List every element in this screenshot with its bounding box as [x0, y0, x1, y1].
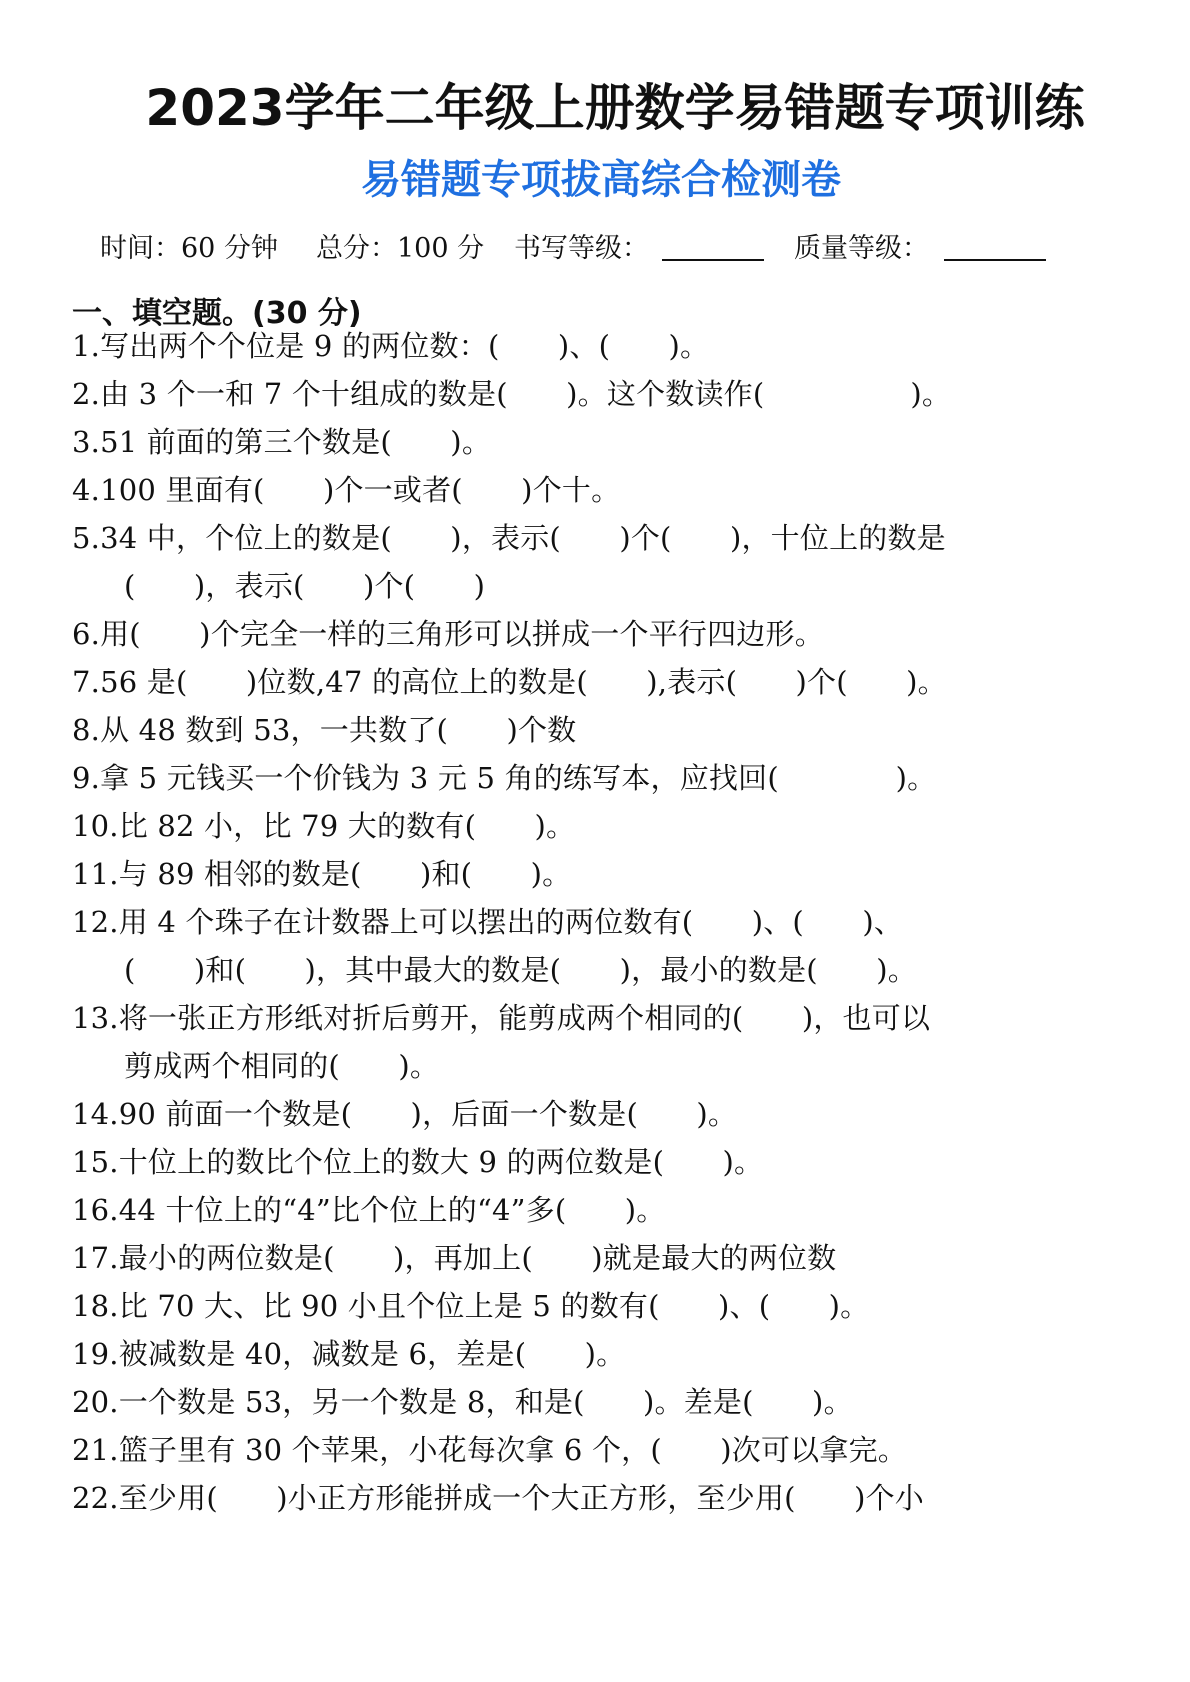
writing-grade-label: 书写等级：: [514, 233, 649, 264]
question-10[interactable]: 10.比 82 小，比 79 大的数有( )。: [72, 809, 576, 843]
quality-grade-label: 质量等级：: [794, 233, 929, 264]
question-3[interactable]: 3.51 前面的第三个数是( )。: [72, 425, 492, 459]
question-2[interactable]: 2.由 3 个一和 7 个十组成的数是( )。这个数读作( )。: [72, 377, 952, 411]
writing-grade-blank[interactable]: [662, 259, 764, 261]
question-22[interactable]: 22.至少用( )小正方形能拼成一个大正方形，至少用( )个小: [72, 1481, 924, 1515]
quality-grade-blank[interactable]: [944, 259, 1046, 261]
question-12-continued[interactable]: ( )和( )，其中最大的数是( )，最小的数是( )。: [124, 953, 917, 987]
question-17[interactable]: 17.最小的两位数是( )，再加上( )就是最大的两位数: [72, 1241, 837, 1275]
question-4[interactable]: 4.100 里面有( )个一或者( )个十。: [72, 473, 621, 507]
worksheet-title: 2023学年二年级上册数学易错题专项训练: [145, 79, 1085, 137]
question-12[interactable]: 12.用 4 个珠子在计数器上可以摆出的两位数有( )、( )、: [72, 905, 904, 939]
question-7[interactable]: 7.56 是( )位数,47 的高位上的数是( ),表示( )个( )。: [72, 665, 947, 699]
exam-info-row: [100, 226, 1150, 270]
question-18[interactable]: 18.比 70 大、比 90 小且个位上是 5 的数有( )、( )。: [72, 1289, 870, 1323]
question-8[interactable]: 8.从 48 数到 53，一共数了( )个数: [72, 713, 577, 747]
total-score: 总分：100 分: [316, 233, 485, 264]
section-heading: 一、填空题。(30 分): [72, 296, 362, 331]
question-5-continued[interactable]: ( )，表示( )个( ): [124, 569, 486, 603]
worksheet-subtitle: 易错题专项拔高综合检测卷: [361, 157, 841, 203]
question-15[interactable]: 15.十位上的数比个位上的数大 9 的两位数是( )。: [72, 1145, 764, 1179]
question-11[interactable]: 11.与 89 相邻的数是( )和( )。: [72, 857, 572, 891]
time-limit: 时间：60 分钟: [100, 233, 278, 264]
question-13[interactable]: 13.将一张正方形纸对折后剪开，能剪成两个相同的( )，也可以: [72, 1001, 931, 1035]
question-1[interactable]: 1.写出两个个位是 9 的两位数：( )、( )。: [72, 329, 710, 363]
question-21[interactable]: 21.篮子里有 30 个苹果，小花每次拿 6 个，( )次可以拿完。: [72, 1433, 907, 1467]
question-14[interactable]: 14.90 前面一个数是( )，后面一个数是( )。: [72, 1097, 738, 1131]
question-19[interactable]: 19.被减数是 40，减数是 6，差是( )。: [72, 1337, 626, 1371]
question-6[interactable]: 6.用( )个完全一样的三角形可以拼成一个平行四边形。: [72, 617, 824, 651]
question-16[interactable]: 16.44 十位上的“4”比个位上的“4”多( )。: [72, 1193, 666, 1227]
question-13-continued[interactable]: 剪成两个相同的( )。: [124, 1049, 440, 1083]
question-5[interactable]: 5.34 中，个位上的数是( )，表示( )个( )，十位上的数是: [72, 521, 946, 555]
question-9[interactable]: 9.拿 5 元钱买一个价钱为 3 元 5 角的练写本，应找回( )。: [72, 761, 937, 795]
question-20[interactable]: 20.一个数是 53，另一个数是 8，和是( )。差是( )。: [72, 1385, 853, 1419]
